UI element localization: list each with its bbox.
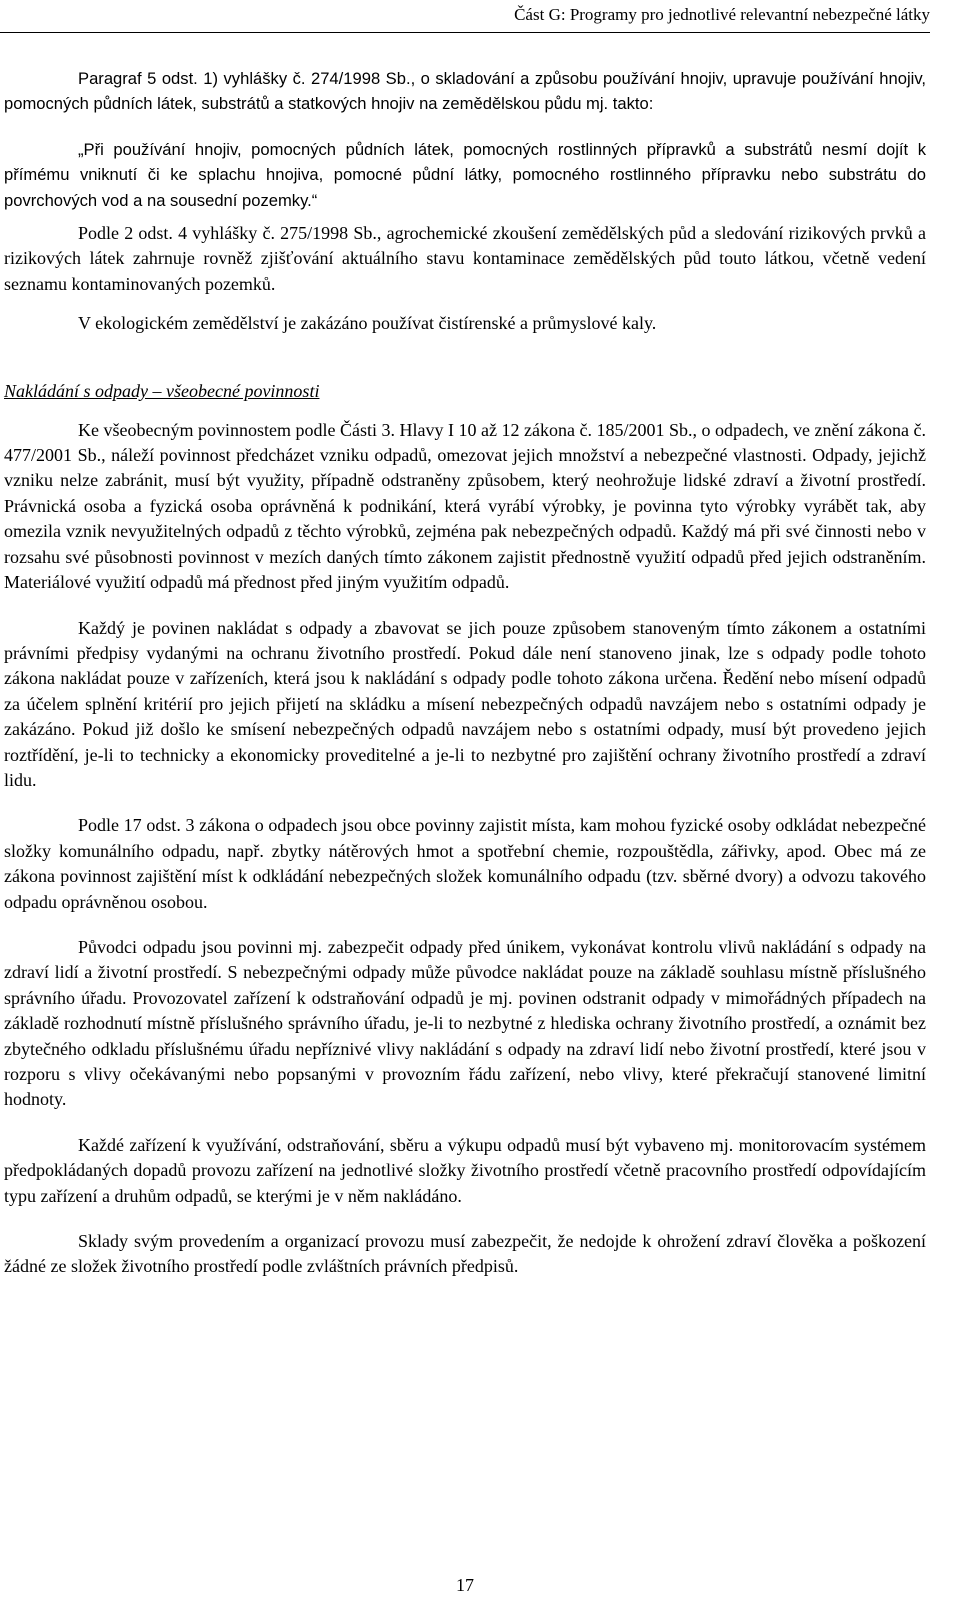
paragraph-puvodci-odpadu: Původci odpadu jsou povinni mj. zabezpečit odpady před únikem, vykonávat kontrolu vlivů nakládání s odpady na zdraví lidí a životní prostředí. S nebezpečnými odpady může původce nakládat pouze na základě souhlasu místně příslušného správního úřadu. Provozovatel zařízení k odstraňování odpadů je mj. povinen odstranit odpady v mimořádných případech na základě rozhodnutí místně příslušného správního úřadu, je-li to nezbytné z hlediska ochrany životního prostředí, a oznámit bez zbytečného odkladu příslušnému úřadu nepříznivé vlivy nakládání s odpady na zdraví lidí nebo životní prostředí, které jsou v rozporu s vlivy očekávanými nebo popsanými v provozním řádu zařízení, nebo vlivy, které překračují stanovené limitní hodnoty. — [4, 936, 926, 1110]
paragraph-nakladani-s-odpady: Každý je povinen nakládat s odpady a zbavovat se jich pouze způsobem stanoveným tímto zákonem a ostatními právními předpisy vydanými na ochranu životního prostředí. Pokud dále není stanoveno jinak, lze s odpady podle tohoto zákona nakládat pouze v zařízeních, která jsou k nakládání s odpady podle tohoto zákona určena. Ředění nebo mísení odpadů za účelem splnění kritérií pro jejich přijetí na skládku a mísení nebezpečných odpadů navzájem nebo s ostatními odpady je zakázáno. Pokud již došlo ke smísení nebezpečných odpadů navzájem nebo s ostatními odpady, musí být provedeno jejich roztřídění, je-li to technicky a ekonomicky proveditelné a je-li to nezbytné pro zajištění ochrany životního prostředí a zdraví lidu. — [4, 617, 926, 790]
page-number: 17 — [456, 1575, 474, 1595]
paragraph-obce: Podle 17 odst. 3 zákona o odpadech jsou obce povinny zajistit místa, kam mohou fyzické osoby odkládat nebezpečné složky komunálního odpadu, např. zbytky nátěrových hmot a spotřební chemie, rozpouštědla, zářivky, apod. Obec má ze zákona povinnost zajištění míst k odkládání nebezpečných složek komunálního odpadu (tzv. sběrné dvory) a odvozu takového odpadu oprávněnou osobou. — [4, 815, 926, 912]
page-content — [4, 66, 926, 1280]
paragraph-vyhlaska-275: Podle 2 odst. 4 vyhlášky č. 275/1998 Sb., agrochemické zkoušení zemědělských půd a sledování rizikových prvků a rizikových látek zahrnuje rovněž zjišťování aktuálního stavu kontaminace zemědělských půd touto látkou, včetně vedení seznamu kontaminovaných pozemků. — [4, 223, 926, 294]
paragraph-vseobecne-povinnosti: Ke všeobecným povinnostem podle Části 3. Hlavy I 10 až 12 zákona č. 185/2001 Sb., o odpadech, ve znění zákona č. 477/2001 Sb., náleží povinnost předcházet vzniku odpadů, omezovat jejich množství a nebezpečné vlastnosti. Odpady, jejichž vzniku nelze zabránit, musí být využity, případně odstraněny způsobem, který neohrožuje lidské zdraví a životní prostředí. Právnická osoba a fyzická osoba oprávněná k podnikání, která vyrábí výrobky, je povinna tyto výrobky vyrábět tak, aby omezila vznik nevyužitelných odpadů z těchto výrobků, zejména pak nebezpečných odpadů. Každý má při své činnosti nebo v rozsahu své působnosti povinnost v mezích daných tímto zákonem zajistit přednostně využití odpadů před jejich odstraněním. Materiálové využití odpadů má přednost před jiným využitím odpadů. — [4, 419, 926, 593]
paragraph-vyhlaska-274: Paragraf 5 odst. 1) vyhlášky č. 274/1998 Sb., o skladování a způsobu používání hnojiv, upravuje používání hnojiv, pomocných půdních látek, substrátů a statkových hnojiv na zemědělskou půdu mj. takto: — [4, 69, 926, 114]
section-heading: Nakládání s odpady – všeobecné povinnosti — [4, 380, 320, 401]
page-header: Část G: Programy pro jednotlivé relevantní nebezpečné látky — [514, 5, 930, 24]
paragraph-kaly: V ekologickém zemědělství je zakázáno používat čistírenské a průmyslové kaly. — [78, 313, 657, 334]
header-divider — [0, 32, 930, 33]
paragraph-zarizeni: Každé zařízení k využívání, odstraňování, sběru a výkupu odpadů musí být vybaveno mj. monitorovacím systémem předpokládaných dopadů provozu zařízení na jednotlivé složky životního prostředí včetně pracovního prostředí odpovídajícím typu zařízení a druhům odpadů, se kterými je v něm nakládáno. — [4, 1134, 926, 1206]
paragraph-sklady: Sklady svým provedením a organizací provozu musí zabezpečit, že nedojde k ohrožení zdraví člověka a poškození žádné ze složek životního prostředí podle zvláštních právních předpisů. — [4, 1231, 926, 1277]
paragraph-quote: „Při používání hnojiv, pomocných půdních látek, pomocných rostlinných přípravků a substrátů nesmí dojít k přímému vniknutí či ke splachu hnojiva, pomocné půdní látky, pomocného rostlinného přípravku nebo substrátu do povrchových vod a na sousední pozemky.“ — [4, 139, 926, 210]
